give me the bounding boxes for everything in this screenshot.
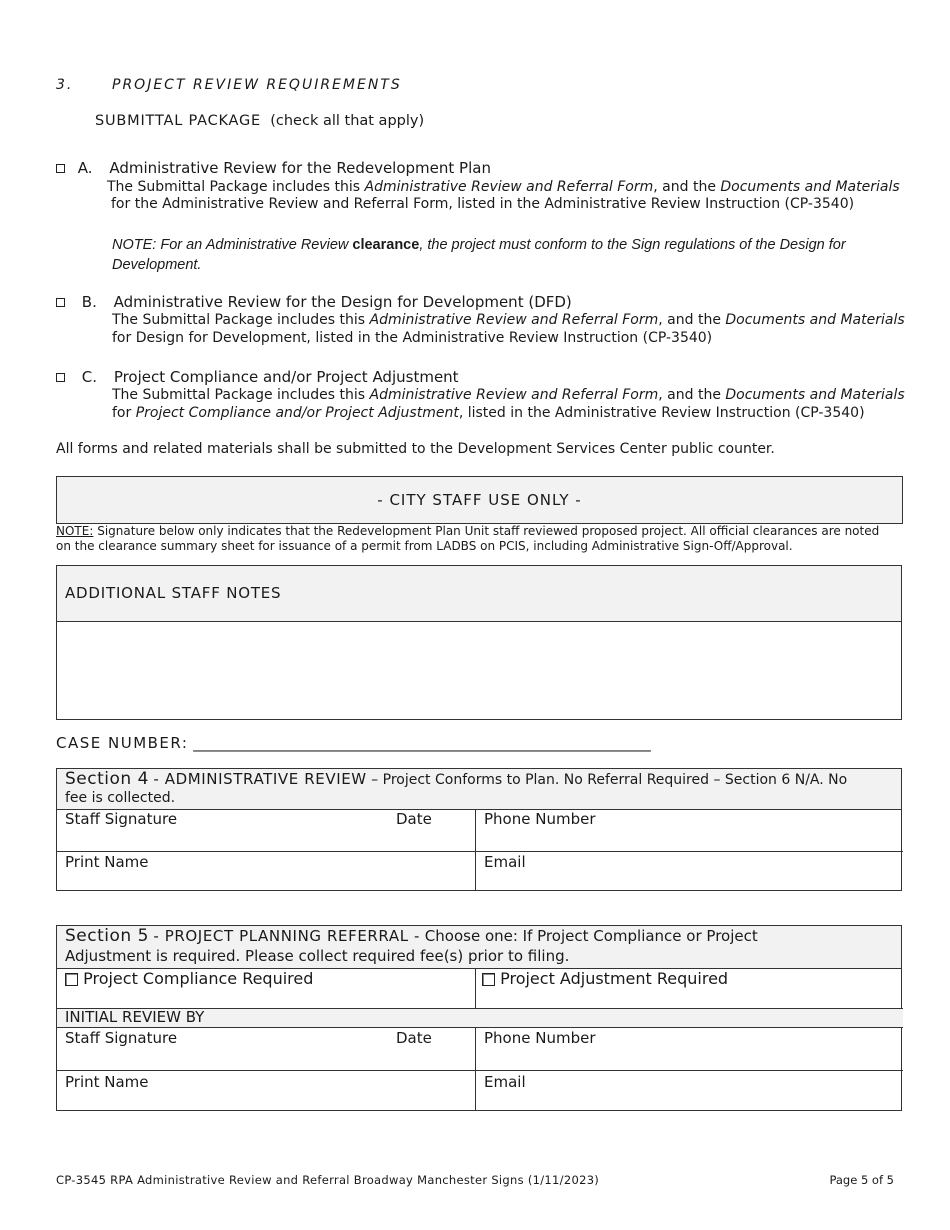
section4-table bbox=[56, 768, 902, 891]
staff-use-title: - CITY STAFF USE ONLY - bbox=[377, 491, 582, 509]
section5-table bbox=[56, 925, 902, 1111]
section5-date[interactable]: Date bbox=[396, 1029, 432, 1047]
staff-notes-title: ADDITIONAL STAFF NOTES bbox=[65, 584, 282, 602]
section5-title: - PROJECT PLANNING REFERRAL - bbox=[153, 927, 421, 945]
section4-phone[interactable]: Phone Number bbox=[484, 810, 596, 828]
option-c-documents: Documents and Materials bbox=[725, 387, 905, 403]
submittal-hint: (check all that apply) bbox=[270, 113, 425, 129]
option-c-project-type: Project Compliance and/or Project Adjustment bbox=[135, 405, 459, 421]
compliance-label: Project Compliance Required bbox=[83, 969, 314, 988]
option-c-text-for: for bbox=[112, 405, 136, 421]
option-c-text-and: , and the bbox=[658, 387, 726, 403]
section5-email[interactable]: Email bbox=[484, 1073, 526, 1091]
option-a-documents: Documents and Materials bbox=[720, 179, 900, 195]
option-b-letter: B. bbox=[81, 293, 97, 311]
option-a-title: Administrative Review for the Redevelopment Plan bbox=[109, 159, 491, 177]
option-c-text-rest: , listed in the Administrative Review Instruction (CP-3540) bbox=[458, 405, 865, 421]
option-a-text: The Submittal Package includes this bbox=[107, 179, 365, 195]
footer-form-id: CP-3545 RPA Administrative Review and Referral Broadway Manchester Signs (1/11/2023) bbox=[56, 1173, 600, 1187]
option-c-title: Project Compliance and/or Project Adjustment bbox=[113, 368, 459, 386]
section4-title: - ADMINISTRATIVE REVIEW bbox=[153, 770, 367, 788]
section5-print-name[interactable]: Print Name bbox=[65, 1073, 149, 1091]
option-b-form-name: Administrative Review and Referral Form bbox=[369, 312, 659, 328]
staff-note-label: NOTE: bbox=[56, 524, 94, 538]
option-a-form-name: Administrative Review and Referral Form bbox=[364, 179, 654, 195]
adjustment-option bbox=[482, 969, 728, 988]
option-c-heading bbox=[56, 368, 459, 386]
note-text-end: Development. bbox=[112, 257, 202, 273]
section4-desc2: fee is collected. bbox=[65, 790, 176, 806]
adjustment-checkbox[interactable] bbox=[482, 973, 495, 986]
staff-notes-header bbox=[57, 566, 901, 622]
section4-label: Section 4 bbox=[65, 769, 149, 789]
compliance-option bbox=[65, 969, 313, 988]
option-a-line2: for the Administrative Review and Referral Form, listed in the Administrative Review Instruction (CP-3540) bbox=[111, 196, 855, 212]
option-b-text-and: , and the bbox=[658, 312, 726, 328]
compliance-checkbox[interactable] bbox=[65, 973, 78, 986]
option-b-documents: Documents and Materials bbox=[725, 312, 905, 328]
section5-phone[interactable]: Phone Number bbox=[484, 1029, 596, 1047]
option-b-line1 bbox=[112, 311, 905, 329]
forms-submission-note: All forms and related materials shall be submitted to the Development Services Center public counter. bbox=[56, 441, 775, 457]
case-number-row bbox=[56, 734, 651, 752]
option-a-heading bbox=[56, 159, 491, 177]
option-b-text: The Submittal Package includes this bbox=[112, 312, 370, 328]
section4-desc1: – Project Conforms to Plan. No Referral Required – Section 6 N/A. No bbox=[366, 772, 848, 788]
section4-date[interactable]: Date bbox=[396, 810, 432, 828]
option-c-checkbox[interactable] bbox=[56, 373, 65, 382]
staff-notes-box bbox=[56, 565, 902, 720]
option-a-text-and: , and the bbox=[653, 179, 721, 195]
section4-staff-signature[interactable]: Staff Signature bbox=[65, 810, 178, 828]
note-text: NOTE: For an Administrative Review bbox=[112, 237, 353, 253]
submittal-label: SUBMITTAL PACKAGE bbox=[95, 113, 262, 129]
section5-desc1: Choose one: If Project Compliance or Project bbox=[420, 927, 758, 945]
option-b-checkbox[interactable] bbox=[56, 298, 65, 307]
option-a-note bbox=[112, 235, 872, 275]
staff-note-line1: Signature below only indicates that the Redevelopment Plan Unit staff reviewed proposed project. All official clearances are noted bbox=[93, 524, 880, 538]
section5-label: Section 5 bbox=[65, 926, 149, 946]
case-number-field[interactable]: _____________________________________________________________ bbox=[193, 734, 651, 752]
option-a-line1 bbox=[107, 178, 900, 196]
section4-print-name[interactable]: Print Name bbox=[65, 853, 149, 871]
option-b-title: Administrative Review for the Design for Development (DFD) bbox=[113, 293, 572, 311]
initial-review-heading: INITIAL REVIEW BY bbox=[65, 1008, 205, 1026]
staff-note-line2: on the clearance summary sheet for issuance of a permit from LADBS on PCIS, including Administrative Sign-Off/Approval. bbox=[56, 539, 793, 553]
case-number-label: CASE NUMBER: bbox=[56, 734, 189, 752]
option-c-line1 bbox=[112, 386, 905, 404]
note-text-rest: , the project must conform to the Sign regulations of the Design for bbox=[419, 237, 846, 253]
section5-desc2: Adjustment is required. Please collect required fee(s) prior to filing. bbox=[65, 947, 570, 965]
option-b-line2: for Design for Development, listed in the Administrative Review Instruction (CP-3540) bbox=[112, 330, 713, 346]
option-c-line2 bbox=[112, 404, 865, 422]
note-clearance: clearance bbox=[352, 237, 420, 253]
footer-page-number: Page 5 of 5 bbox=[829, 1173, 894, 1187]
section-title: PROJECT REVIEW REQUIREMENTS bbox=[112, 77, 402, 93]
adjustment-label: Project Adjustment Required bbox=[500, 969, 729, 988]
staff-use-note bbox=[56, 524, 906, 554]
section4-header bbox=[57, 769, 901, 810]
staff-use-banner bbox=[56, 476, 903, 524]
option-a-letter: A. bbox=[77, 159, 93, 177]
staff-notes-area[interactable] bbox=[57, 622, 901, 719]
option-c-text: The Submittal Package includes this bbox=[112, 387, 370, 403]
section-number: 3. bbox=[56, 77, 74, 93]
section4-email[interactable]: Email bbox=[484, 853, 526, 871]
option-c-form-name: Administrative Review and Referral Form bbox=[369, 387, 659, 403]
section5-header bbox=[57, 926, 901, 969]
option-c-letter: C. bbox=[81, 368, 98, 386]
section5-staff-signature[interactable]: Staff Signature bbox=[65, 1029, 178, 1047]
submittal-package-heading bbox=[95, 113, 424, 129]
option-b-heading bbox=[56, 293, 572, 311]
option-a-checkbox[interactable] bbox=[56, 164, 65, 173]
